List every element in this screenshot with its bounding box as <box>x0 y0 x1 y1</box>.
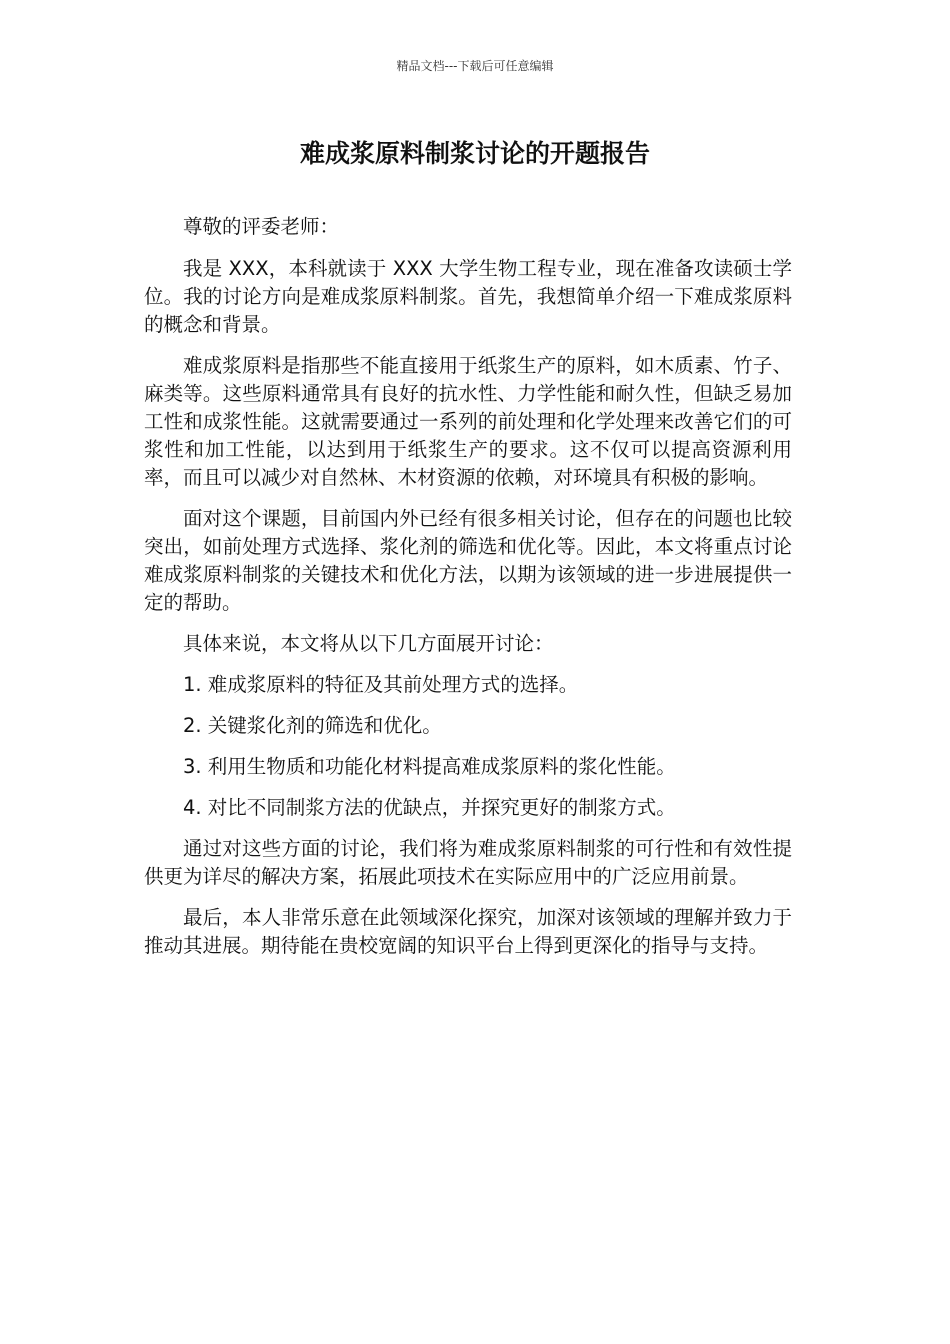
list-item-3: 3. 利用生物质和功能化材料提高难成浆原料的浆化性能。 <box>183 755 676 778</box>
list-item-2: 2. 关键浆化剂的筛选和优化。 <box>183 714 442 737</box>
document-title: 难成浆原料制浆讨论的开题报告 <box>299 139 650 168</box>
paragraph-intro: 我是 XXX，本科就读于 XXX 大学生物工程专业，现在准备攻读硕士学位。我的讨论方向是难成浆原料制浆。首先，我想简单介绍一下难成浆原料的概念和背景。 <box>144 257 792 336</box>
paragraph-closing: 最后，本人非常乐意在此领域深化探究，加深对该领域的理解并致力于推动其进展。期待能在贵校宽阔的知识平台上得到更深化的指导与支持。 <box>144 906 792 957</box>
paragraph-outline-intro: 具体来说，本文将从以下几方面展开讨论： <box>183 632 554 655</box>
paragraph-problem: 面对这个课题，目前国内外已经有很多相关讨论，但存在的问题也比较突出，如前处理方式选择、浆化剂的筛选和优化等。因此，本文将重点讨论难成浆原料制浆的关键技术和优化方法，以期为该领域的进一步进展提供一定的帮助。 <box>144 507 792 614</box>
paragraph-outcome: 通过对这些方面的讨论，我们将为难成浆原料制浆的可行性和有效性提供更为详尽的解决方案，拓展此项技术在实际应用中的广泛应用前景。 <box>144 837 792 888</box>
list-item-1: 1. 难成浆原料的特征及其前处理方式的选择。 <box>183 673 579 696</box>
list-item-4: 4. 对比不同制浆方法的优缺点，并探究更好的制浆方式。 <box>183 796 676 819</box>
header-note: 精品文档---下载后可任意编辑 <box>396 59 554 73</box>
paragraph-background: 难成浆原料是指那些不能直接用于纸浆生产的原料，如木质素、竹子、麻类等。这些原料通常具有良好的抗水性、力学性能和耐久性，但缺乏易加工性和成浆性能。这就需要通过一系列的前处理和化学处理来改善它们的可浆性和加工性能，以达到用于纸浆生产的要求。这不仅可以提高资源利用率，而且可以减少对自然林、木材资源的依赖，对环境具有积极的影响。 <box>144 354 792 489</box>
salutation: 尊敬的评委老师： <box>183 215 340 238</box>
document-body <box>144 213 792 973</box>
